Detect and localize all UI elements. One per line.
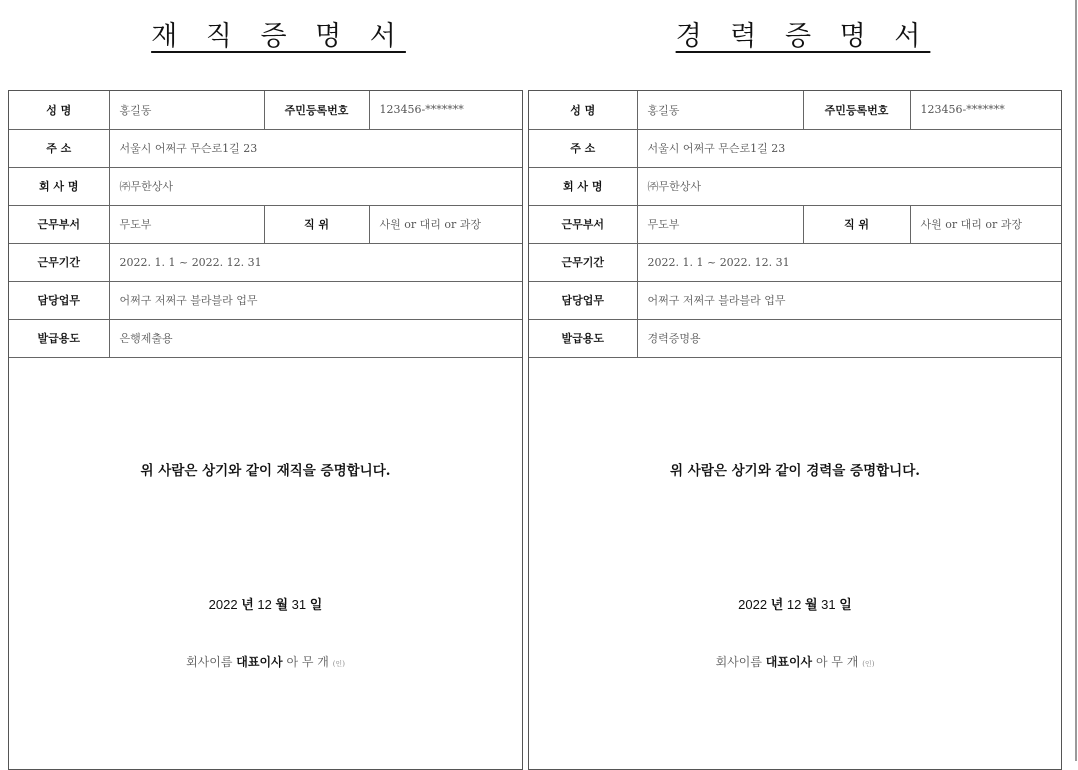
certification-statement: 위 사람은 상기와 같이 경력을 증명합니다.: [670, 463, 920, 479]
signature-line: [529, 653, 1061, 670]
duty-value: 어쩌구 저쩌구 블라블라 업무: [637, 281, 1061, 319]
department-value: 무도부: [637, 205, 803, 243]
department-value: 무도부: [109, 205, 264, 243]
period-value: 2022. 1. 1 ~ 2022. 12. 31: [637, 243, 1061, 281]
signature-ceo-name: 아 무 개: [286, 655, 329, 669]
duty-value: 어쩌구 저쩌구 블라블라 업무: [109, 281, 522, 319]
address-value: 서울시 어쩌구 무슨로1길 23: [637, 129, 1061, 167]
purpose-value: 은행제출용: [109, 319, 522, 357]
date-month-unit: 월: [275, 598, 289, 613]
address-label: 주 소: [9, 129, 109, 167]
date-day-unit: 일: [309, 598, 323, 613]
table-row: [9, 319, 522, 357]
company-value: ㈜무한상사: [109, 167, 522, 205]
company-label: 회 사 명: [529, 167, 637, 205]
rrn-value: 123456-*******: [910, 91, 1061, 129]
date-month: 12: [786, 597, 802, 612]
purpose-label: 발급용도: [9, 319, 109, 357]
table-row: [529, 167, 1061, 205]
date-year-unit: 년: [241, 598, 254, 613]
name-label: 성 명: [529, 91, 637, 129]
certification-statement: 위 사람은 상기와 같이 재직을 증명합니다.: [140, 463, 391, 479]
name-value: 홍길동: [109, 91, 264, 129]
purpose-label: 발급용도: [529, 319, 637, 357]
certificate-sheet: [8, 90, 523, 770]
position-value: 사원 or 대리 or 과장: [369, 205, 522, 243]
issue-date: [9, 594, 522, 613]
info-table: [529, 91, 1061, 358]
company-value: ㈜무한상사: [637, 167, 1061, 205]
signature-company: 회사이름: [186, 655, 233, 669]
period-label: 근무기간: [9, 243, 109, 281]
table-row: [9, 167, 522, 205]
issue-date: [529, 594, 1061, 613]
purpose-value: 경력증명용: [637, 319, 1061, 357]
department-label: 근무부서: [529, 205, 637, 243]
date-year-unit: 년: [770, 598, 784, 613]
table-row: [9, 205, 522, 243]
department-label: 근무부서: [9, 205, 109, 243]
period-value: 2022. 1. 1 ~ 2022. 12. 31: [109, 243, 522, 281]
table-row: [529, 91, 1061, 129]
duty-label: 담당업무: [529, 281, 637, 319]
rrn-label: 주민등록번호: [264, 91, 369, 129]
address-value: 서울시 어쩌구 무슨로1길 23: [109, 129, 522, 167]
table-row: [529, 205, 1061, 243]
position-value: 사원 or 대리 or 과장: [910, 205, 1061, 243]
table-row: [529, 129, 1061, 167]
signature-ceo-name: 아 무 개: [815, 655, 859, 669]
date-year: 2022: [738, 597, 768, 612]
signature-line: [9, 653, 522, 670]
position-label: 직 위: [803, 205, 910, 243]
date-month: 12: [257, 597, 272, 612]
table-row: [529, 281, 1061, 319]
date-year: 2022: [208, 597, 238, 612]
table-row: [529, 243, 1061, 281]
duty-label: 담당업무: [9, 281, 109, 319]
table-row: [529, 319, 1061, 357]
signature-ceo-label: 대표이사: [765, 655, 813, 669]
table-row: [9, 281, 522, 319]
info-table: [9, 91, 522, 358]
seal-mark: (인): [332, 660, 345, 668]
name-value: 홍길동: [637, 91, 803, 129]
document-title: 재 직 증 명 서: [151, 21, 406, 52]
signature-ceo-label: 대표이사: [236, 655, 283, 669]
certificate-sheet: [528, 90, 1062, 770]
period-label: 근무기간: [529, 243, 637, 281]
page-edge-divider: [1075, 0, 1077, 761]
company-label: 회 사 명: [9, 167, 109, 205]
seal-mark: (인): [862, 660, 875, 668]
rrn-value: 123456-*******: [369, 91, 522, 129]
address-label: 주 소: [529, 129, 637, 167]
table-row: [9, 129, 522, 167]
table-row: [9, 91, 522, 129]
document-title: 경 력 증 명 서: [675, 21, 931, 52]
table-row: [9, 243, 522, 281]
signature-company: 회사이름: [715, 655, 762, 669]
rrn-label: 주민등록번호: [803, 91, 910, 129]
date-day: 31: [821, 597, 836, 612]
date-month-unit: 월: [804, 598, 818, 613]
name-label: 성 명: [9, 91, 109, 129]
position-label: 직 위: [264, 205, 369, 243]
date-day-unit: 일: [839, 598, 852, 613]
date-day: 31: [291, 597, 307, 612]
